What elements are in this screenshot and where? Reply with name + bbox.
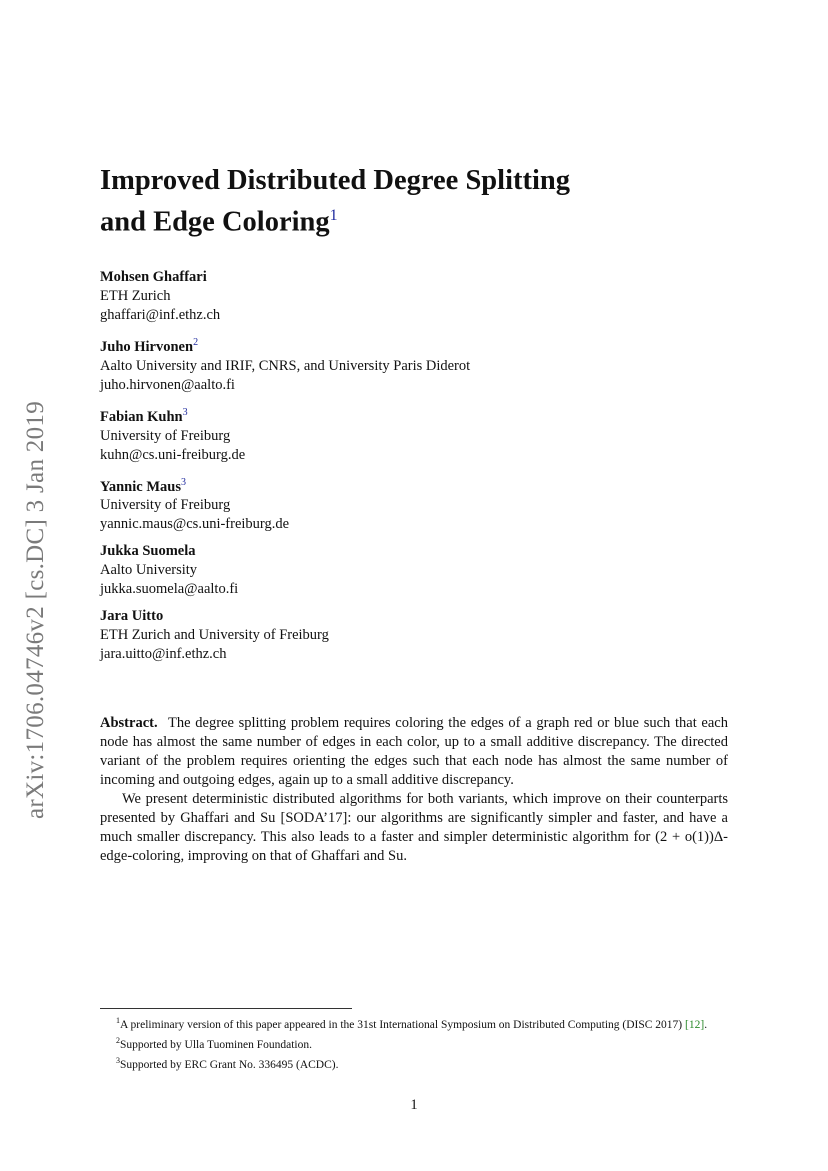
author-email: jara.uitto@inf.ethz.ch xyxy=(100,646,227,663)
author-affiliation: Aalto University xyxy=(100,562,198,579)
author-affiliation: University of Freiburg xyxy=(100,427,231,444)
abstract-paragraph-1: Abstract. The degree splitting problem requires coloring the edges of a graph red or blue such that each node has almost the same number of edges in each color, up to a small additive discrepancy. The directed variant of the problem requires orienting the edges such that each node has almost the same number of incoming and outgoing edges, again up to a small additive discrepancy. xyxy=(100,715,728,788)
footnote-1: $^1$A preliminary version of this paper appeared in the 31st International Symposium on Distributed Computing (DISC 2017) [12]. xyxy=(116,1016,708,1031)
author-block xyxy=(100,333,740,395)
title-footnote-marker[interactable]: 1 xyxy=(329,207,338,224)
author-block xyxy=(100,607,740,664)
author-email: yannic.maus@cs.uni-freiburg.de xyxy=(100,516,290,533)
author-footnote-marker[interactable]: 3 xyxy=(180,476,186,488)
author-name: Yannic Maus$^3$ xyxy=(100,476,186,495)
footnote-2: $^2$Supported by Ulla Tuominen Foundation. xyxy=(116,1035,312,1051)
author-block xyxy=(100,268,740,325)
author-name: Jara Uitto xyxy=(100,608,164,625)
author-email: juho.hirvonen@aalto.fi xyxy=(100,376,235,393)
page-number: 1 xyxy=(410,1097,418,1113)
footnote-divider xyxy=(100,1008,352,1009)
title-line-2: and Edge Coloring xyxy=(100,206,330,238)
author-affiliation: ETH Zurich and University of Freiburg xyxy=(100,627,329,644)
author-footnote-marker[interactable]: 2 xyxy=(193,337,199,348)
abstract xyxy=(100,714,728,866)
author-name: Mohsen Ghaffari xyxy=(100,269,207,285)
paper-title xyxy=(100,163,740,240)
author-affiliation: Aalto University and IRIF, CNRS, and University Paris Diderot xyxy=(100,357,471,374)
title-line-1: Improved Distributed Degree Splitting xyxy=(100,165,570,196)
author-affiliation: University of Freiburg xyxy=(100,497,231,514)
author-email: ghaffari@inf.ethz.ch xyxy=(100,307,221,323)
abstract-paragraph-2: We present deterministic distributed algorithms for both variants, which improve on their counterparts presented by Ghaffari and Su [SODA’17]: our algorithms are significantly simpler and faster, and have a much smaller discrepancy. This also leads to a faster and simpler deterministic algorithm for (2 + o(1))Δ-edge-coloring, improving on that of Ghaffari and Su. xyxy=(100,791,728,864)
abstract-label: Abstract. xyxy=(100,715,158,731)
author-block xyxy=(100,403,740,465)
author-name: Fabian Kuhn$^3$ xyxy=(100,406,188,425)
citation-link[interactable]: [12] xyxy=(685,1018,705,1031)
author-affiliation: ETH Zurich xyxy=(100,288,171,304)
author-footnote-marker[interactable]: 3 xyxy=(182,406,188,418)
author-block xyxy=(100,542,740,599)
author-name: Jukka Suomela xyxy=(100,543,196,560)
author-email: kuhn@cs.uni-freiburg.de xyxy=(100,446,246,463)
author-list xyxy=(100,268,740,672)
author-name: Juho Hirvonen$^2$ xyxy=(100,337,199,355)
footnotes xyxy=(100,1013,728,1072)
arxiv-sidebar-stamp: arXiv:1706.04746v2 [cs.DC] 3 Jan 2019 xyxy=(22,401,49,819)
footnote-3: $^3$Supported by ERC Grant No. 336495 (ACDC). xyxy=(116,1055,339,1071)
author-block xyxy=(100,473,740,535)
author-email: jukka.suomela@aalto.fi xyxy=(100,581,239,598)
